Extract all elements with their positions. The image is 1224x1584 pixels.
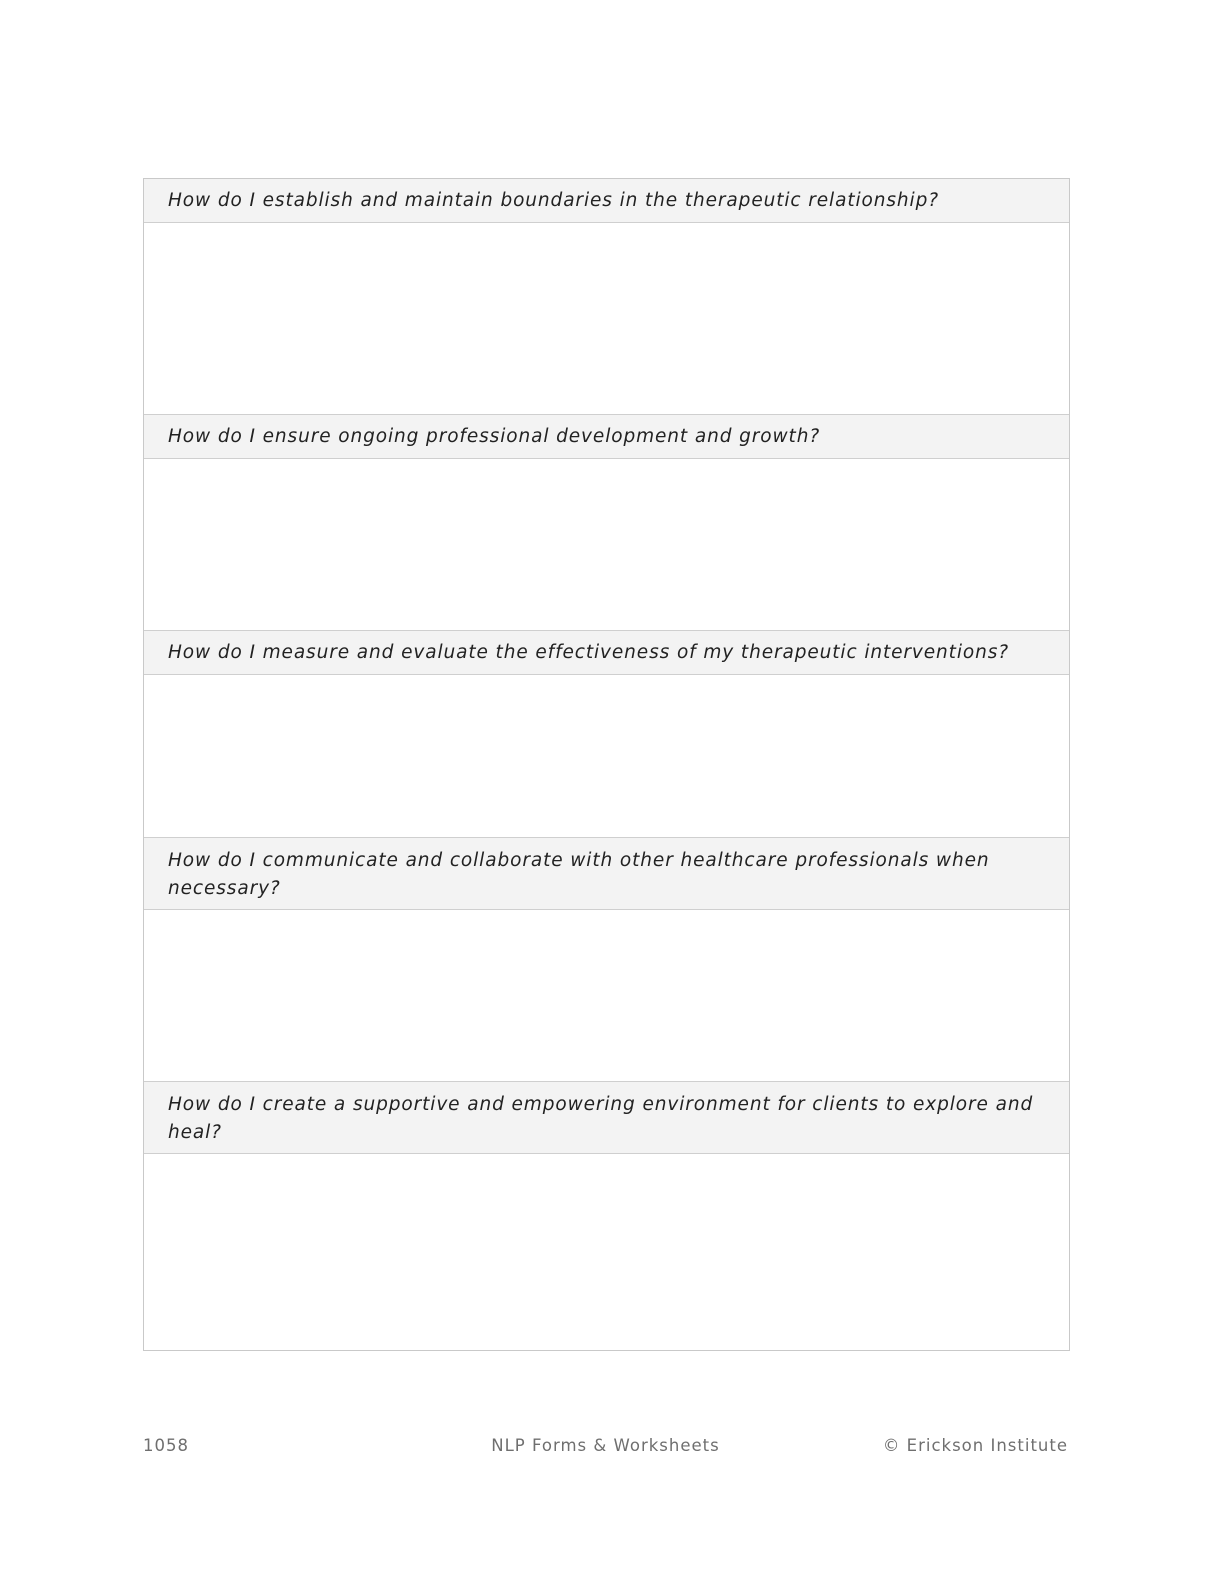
question-header-1 xyxy=(144,179,1069,223)
question-text: How do I create a supportive and empowering environment for clients to explore and heal? xyxy=(168,1093,1034,1143)
question-text: How do I ensure ongoing professional development and growth? xyxy=(168,425,821,447)
question-text: How do I communicate and collaborate with other healthcare professionals when necessary? xyxy=(168,849,990,899)
question-header-5 xyxy=(144,1082,1069,1154)
answer-field-1[interactable] xyxy=(144,223,1069,415)
page-footer xyxy=(143,1436,1068,1460)
question-text: How do I measure and evaluate the effectiveness of my therapeutic interventions? xyxy=(168,641,1009,663)
worksheet-table xyxy=(143,178,1070,1351)
document-title: NLP Forms & Worksheets xyxy=(491,1436,720,1455)
copyright-notice: © Erickson Institute xyxy=(882,1436,1068,1455)
question-header-3 xyxy=(144,631,1069,675)
question-text: How do I establish and maintain boundaries in the therapeutic relationship? xyxy=(168,189,939,211)
question-header-4 xyxy=(144,838,1069,910)
answer-field-5[interactable] xyxy=(144,1154,1069,1350)
page-number: 1058 xyxy=(143,1436,189,1455)
answer-field-2[interactable] xyxy=(144,459,1069,631)
question-header-2 xyxy=(144,415,1069,459)
answer-field-4[interactable] xyxy=(144,910,1069,1082)
answer-field-3[interactable] xyxy=(144,675,1069,838)
